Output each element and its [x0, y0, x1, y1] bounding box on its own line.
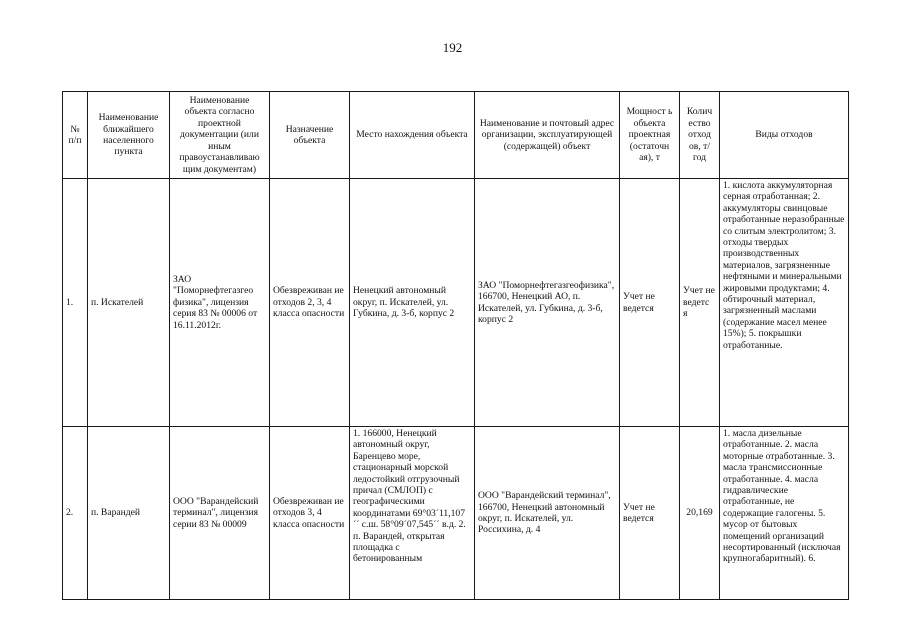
row-num: 2.	[63, 427, 88, 600]
row-purpose: Обезвреживан ие отходов 2, 3, 4 класса опасности	[270, 179, 350, 427]
header-location: Место нахождения объекта	[350, 92, 475, 179]
table-row	[63, 427, 849, 600]
header-waste-types: Виды отходов	[720, 92, 849, 179]
table-header-row	[63, 92, 849, 179]
header-object-name: Наименование объекта согласно проектной документации (или иным правоустанавливаю щим документам)	[170, 92, 270, 179]
header-num: № п/п	[63, 92, 88, 179]
page-number: 192	[442, 40, 463, 55]
row-waste-types-text: 1. масла дизельные отработанные. 2. масла моторные отработанные. 3. масла трансмиссионные отработанные. 4. масла гидравлические отработанные, не содержащие галогены. 5. мусор от бытовых помещений организаций несортированный (исключая крупногабаритный). 6.	[723, 428, 841, 565]
row-settlement: п. Искателей	[88, 179, 170, 427]
table-row	[63, 179, 849, 427]
row-num: 1.	[63, 179, 88, 427]
row-waste-types	[720, 427, 849, 600]
waste-objects-table	[62, 91, 849, 600]
header-waste-qty: Колич ество отход ов, т/год	[680, 92, 720, 179]
row-settlement: п. Варандей	[88, 427, 170, 600]
header-capacity: Мощност ь объекта проектная (остаточн ая), т	[620, 92, 680, 179]
row-location: Ненецкий автономный округ, п. Искателей, ул. Губкина, д. 3-б, корпус 2	[350, 179, 475, 427]
row-waste-qty: 20,169	[680, 427, 720, 600]
row-waste-qty: Учет не ведетс я	[680, 179, 720, 427]
header-purpose: Назначение объекта	[270, 92, 350, 179]
row-object-name: ЗАО "Поморнефтегазгео физика", лицензия серия 83 № 00006 от 16.11.2012г.	[170, 179, 270, 427]
row-waste-types	[720, 179, 849, 427]
row-capacity: Учет не ведется	[620, 427, 680, 600]
header-settlement: Наименование ближайшего населенного пункта	[88, 92, 170, 179]
row-location-text: 1. 166000, Ненецкий автономный округ, Баренцево море, стационарный морской ледостойкий отгрузочный причал (СМЛОП) с географическими координатами 69°03´11,107´´ с.ш. 58°09´07,545´´ в.д. 2. п. Варандей, открытая площадка с бетонированным	[353, 428, 466, 565]
row-capacity: Учет не ведется	[620, 179, 680, 427]
row-organization: ЗАО "Поморнефтегазгеофизика", 166700, Ненецкий АО, п. Искателей, ул. Губкина, д. 3-б, корпус 2	[475, 179, 620, 427]
header-organization: Наименование и почтовый адрес организации, эксплуатирующей (содержащей) объект	[475, 92, 620, 179]
row-waste-types-text: 1. кислота аккумуляторная серная отработанная; 2. аккумуляторы свинцовые отработанные неразобранные со слитым электролитом; 3. отходы твердых производственных материалов, загрязненные нефтяными и минеральными жировыми продуктами; 4. обтирочный материал, загрязненный маслами (содержание масел менее 15%); 5. покрышки отработанные.	[723, 180, 845, 351]
row-purpose: Обезвреживан ие отходов 3, 4 класса опасности	[270, 427, 350, 600]
row-object-name: ООО "Варандейский терминал", лицензия серии 83 № 00009	[170, 427, 270, 600]
row-location	[350, 427, 475, 600]
row-organization: ООО "Варандейский терминал", 166700, Ненецкий автономный округ, п. Искателей, ул. Россихина, д. 4	[475, 427, 620, 600]
